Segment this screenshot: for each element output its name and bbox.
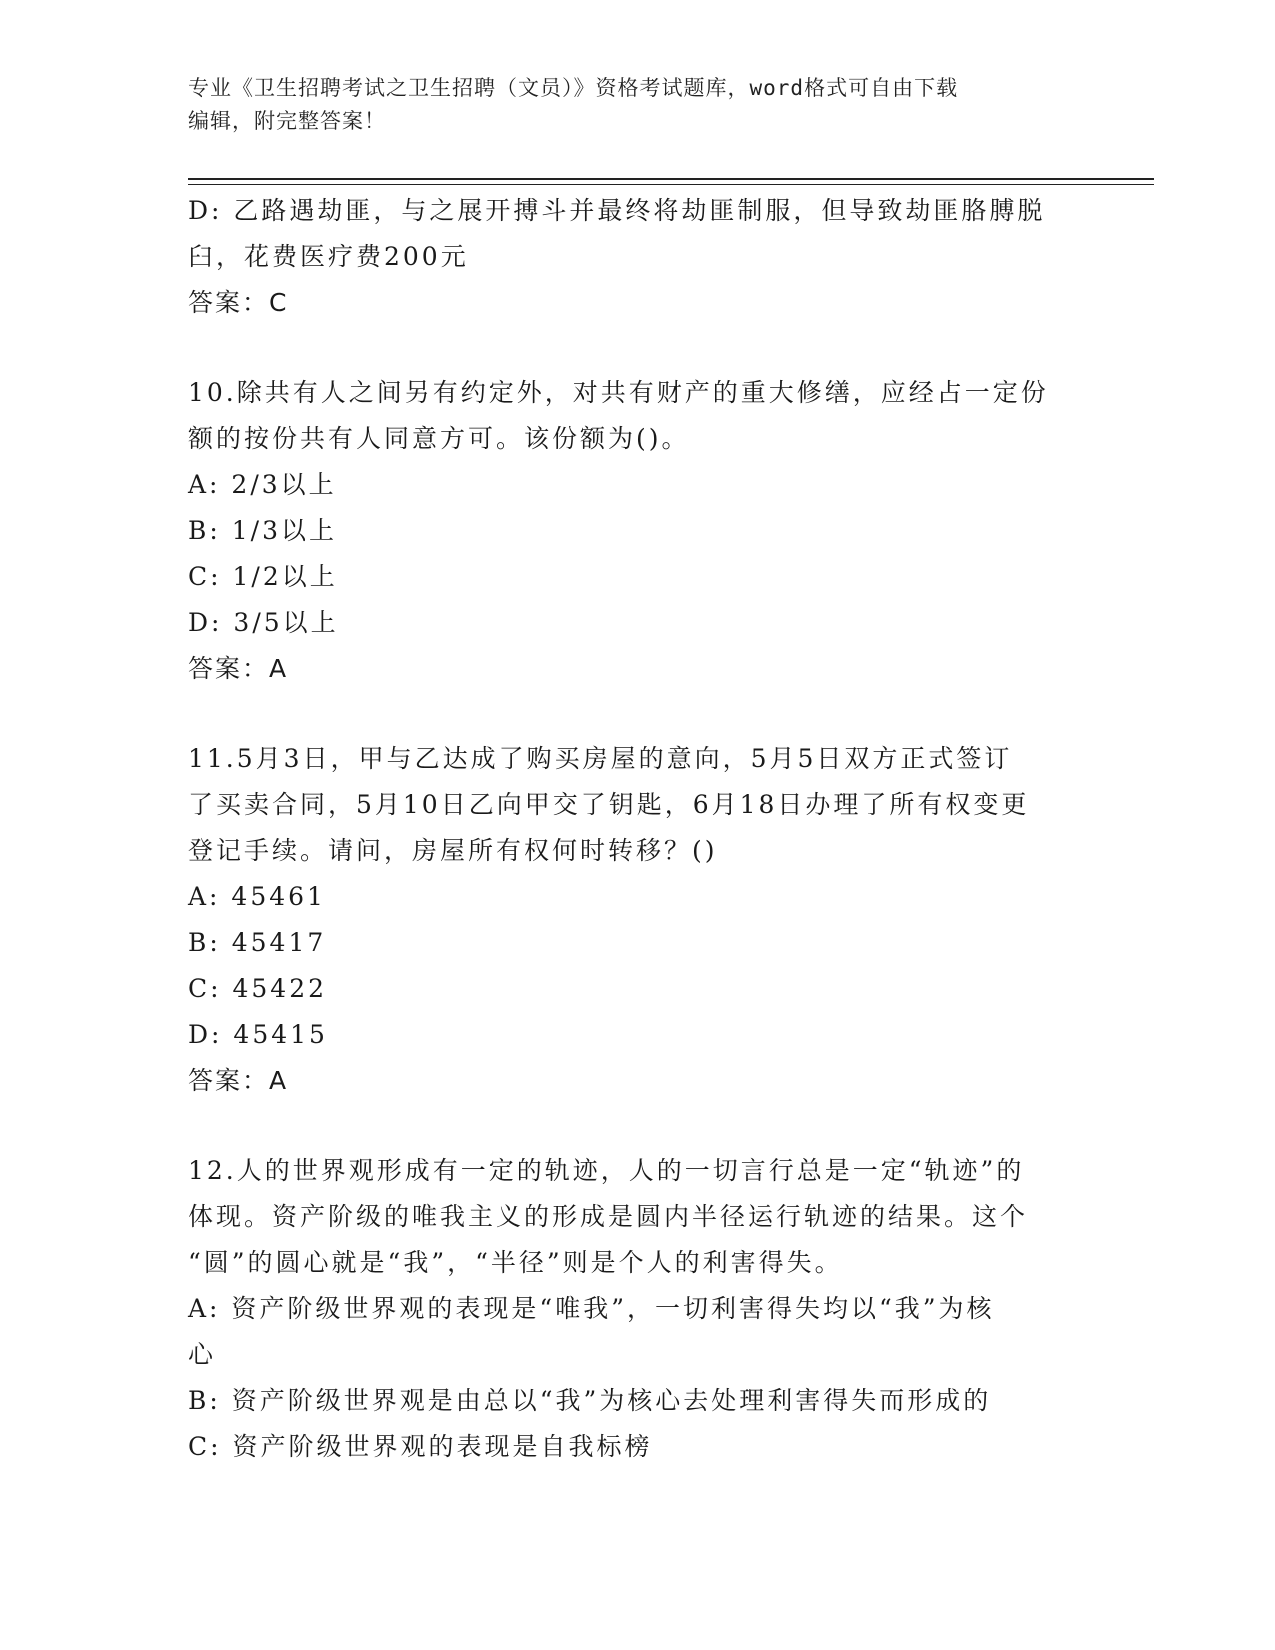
question-stem-line-1: 12.人的世界观形成有一定的轨迹，人的一切言行总是一定“轨迹”的 [188, 1156, 1025, 1185]
header-title-line-2: 编辑，附完整答案！ [188, 109, 386, 133]
option-a: A: 45461 [188, 882, 326, 911]
option-c: C: 1/2以上 [188, 562, 338, 591]
question-9-tail [188, 188, 1088, 326]
spacer [188, 1104, 1088, 1148]
answer-label: 答案：A [188, 1066, 289, 1095]
question-stem-line-1: 11.5月3日，甲与乙达成了购买房屋的意向，5月5日双方正式签订 [188, 744, 1013, 773]
question-10 [188, 370, 1088, 692]
option-b: B: 1/3以上 [188, 516, 337, 545]
option-d: D: 45415 [188, 1020, 328, 1049]
question-11 [188, 736, 1088, 1104]
answer-label: 答案：A [188, 654, 289, 683]
option-b: B: 45417 [188, 928, 327, 957]
question-stem-line-2: 体现。资产阶级的唯我主义的形成是圆内半径运行轨迹的结果。这个 [188, 1202, 1029, 1231]
option-d-line-1: D: 乙路遇劫匪，与之展开搏斗并最终将劫匪制服，但导致劫匪胳膊脱 [188, 196, 1046, 225]
question-content [188, 188, 1088, 1470]
question-stem-line-3: 登记手续。请问，房屋所有权何时转移？() [188, 836, 718, 865]
option-a: A: 2/3以上 [188, 470, 337, 499]
answer-label: 答案：C [188, 288, 289, 317]
question-stem-line-3: “圆”的圆心就是“我”，“半径”则是个人的利害得失。 [188, 1248, 843, 1277]
option-c: C: 资产阶级世界观的表现是自我标榜 [188, 1432, 653, 1461]
page-header [188, 72, 1068, 138]
question-stem-line-2: 了买卖合同，5月10日乙向甲交了钥匙，6月18日办理了所有权变更 [188, 790, 1030, 819]
option-d-line-2: 臼，花费医疗费200元 [188, 242, 469, 271]
option-d: D: 3/5以上 [188, 608, 339, 637]
spacer [188, 692, 1088, 736]
spacer [188, 326, 1088, 370]
header-divider-thick [188, 178, 1154, 180]
question-stem-line-1: 10.除共有人之间另有约定外，对共有财产的重大修缮，应经占一定份 [188, 378, 1049, 407]
header-divider-thin [188, 184, 1154, 185]
option-c: C: 45422 [188, 974, 328, 1003]
option-a-line-1: A: 资产阶级世界观的表现是“唯我”，一切利害得失均以“我”为核 [188, 1294, 995, 1323]
option-b: B: 资产阶级世界观是由总以“我”为核心去处理利害得失而形成的 [188, 1386, 992, 1415]
option-a-line-2: 心 [188, 1340, 217, 1369]
question-12 [188, 1148, 1088, 1470]
question-stem-line-2: 额的按份共有人同意方可。该份额为()。 [188, 424, 690, 453]
header-title-line-1: 专业《卫生招聘考试之卫生招聘（文员）》资格考试题库，word格式可自由下载 [188, 76, 959, 100]
